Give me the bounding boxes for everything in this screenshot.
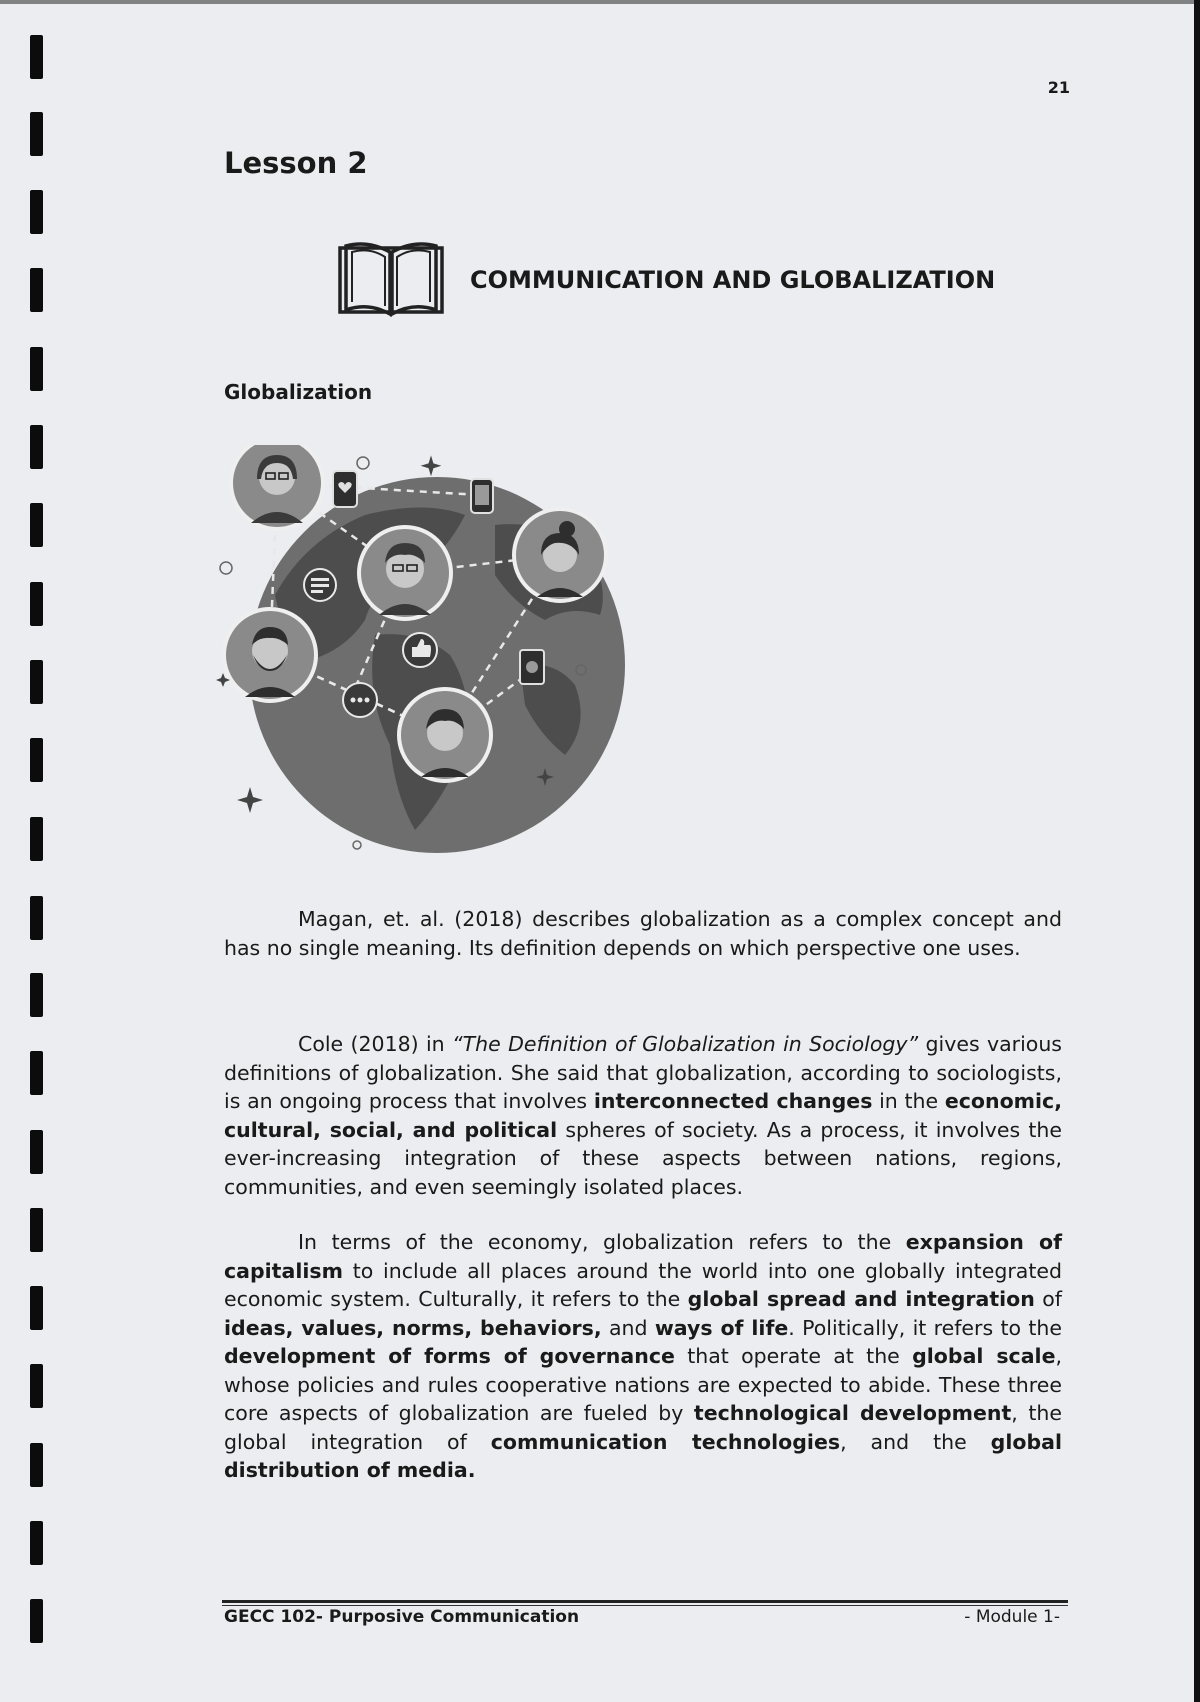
binding-ring bbox=[30, 347, 43, 391]
scan-right-edge bbox=[1194, 0, 1200, 1702]
footer-rule bbox=[222, 1600, 1068, 1603]
binding-ring bbox=[30, 1599, 43, 1643]
emphasis-text: global scale bbox=[912, 1344, 1056, 1368]
emphasis-text: global distribution of media. bbox=[224, 1429, 1062, 1482]
emphasis-text: expansion of capitalism bbox=[224, 1230, 1063, 1283]
paragraph-text: and bbox=[601, 1315, 655, 1340]
paragraph-text: , the global integration of bbox=[224, 1401, 1062, 1454]
scan-top-edge bbox=[0, 0, 1200, 4]
avatar-person-bottom bbox=[399, 689, 491, 781]
paragraph-text: in the bbox=[872, 1089, 945, 1113]
section-heading: Globalization bbox=[224, 380, 373, 404]
emphasis-text: technological development bbox=[693, 1401, 1012, 1425]
paragraph-text: Magan, et. al. (2018) describes globalization as a complex concept and has no single meaning. Its definition depends on which perspective one uses. bbox=[224, 907, 1062, 960]
emphasis-text: communication technologies bbox=[490, 1429, 841, 1454]
binding-ring bbox=[30, 660, 43, 704]
chapter-title: COMMUNICATION AND GLOBALIZATION bbox=[470, 266, 996, 294]
binding-ring bbox=[30, 1130, 43, 1174]
open-book-icon bbox=[338, 240, 444, 318]
footer-module: - Module 1- bbox=[964, 1607, 1060, 1627]
footer-course: GECC 102- Purposive Communication bbox=[224, 1607, 580, 1627]
globe-network-illustration bbox=[215, 445, 675, 865]
page-number: 21 bbox=[1047, 78, 1070, 97]
binding-ring bbox=[30, 973, 43, 1017]
body-paragraph-2 bbox=[224, 1030, 1062, 1201]
paragraph-text: . Politically, it refers to the bbox=[788, 1315, 1062, 1340]
thumbs-up-icon bbox=[403, 633, 437, 667]
lesson-title: Lesson 2 bbox=[224, 146, 368, 180]
body-paragraph-3 bbox=[224, 1228, 1062, 1485]
binding-ring bbox=[30, 738, 43, 782]
avatar-man-beard bbox=[224, 609, 316, 701]
binding-ring bbox=[30, 35, 43, 79]
emphasis-text: interconnected changes bbox=[593, 1089, 873, 1113]
binding-ring bbox=[30, 268, 43, 312]
binding-ring bbox=[30, 1521, 43, 1565]
paragraph-text: gives various definitions of globalization. She said that globalization, according to sociologists, is an ongoing process that involves bbox=[224, 1032, 1062, 1113]
avatar-man-glasses bbox=[359, 527, 451, 619]
footer-rule-thin bbox=[222, 1605, 1068, 1606]
paragraph-text: , and the bbox=[840, 1429, 991, 1454]
tablet-icon bbox=[520, 650, 544, 684]
avatar-woman-glasses bbox=[231, 445, 323, 529]
binding-ring bbox=[30, 190, 43, 234]
binding-ring bbox=[30, 1443, 43, 1487]
binding-ring bbox=[30, 1286, 43, 1330]
binding-ring bbox=[30, 896, 43, 940]
message-bubble-icon bbox=[304, 569, 336, 601]
body-paragraph-1 bbox=[224, 905, 1062, 962]
chat-ellipsis-icon bbox=[343, 683, 377, 717]
binding-ring bbox=[30, 817, 43, 861]
binding-ring bbox=[30, 425, 43, 469]
emphasis-text: development of forms of governance bbox=[224, 1344, 675, 1368]
emphasis-text: economic, cultural, social, and political bbox=[224, 1089, 1062, 1142]
binding-ring bbox=[30, 1051, 43, 1095]
emphasis-text: ways of life bbox=[654, 1315, 789, 1340]
italic-title-text: “The Definition of Globalization in Sociology” bbox=[452, 1032, 919, 1056]
emphasis-text: ideas, values, norms, behaviors, bbox=[224, 1315, 602, 1340]
binding-ring bbox=[30, 1208, 43, 1252]
paragraph-text: Cole (2018) in bbox=[298, 1032, 452, 1056]
binding-ring bbox=[30, 112, 43, 156]
binding-ring bbox=[30, 503, 43, 547]
paragraph-text: spheres of society. As a process, it involves the ever-increasing integration of these aspects between nations, regions, communities, and even seemingly isolated places. bbox=[224, 1117, 1063, 1199]
paragraph-text: In terms of the economy, globalization refers to the bbox=[298, 1230, 906, 1254]
paragraph-text: , whose policies and rules cooperative nations are expected to abide. These three core aspects of globalization are fueled by bbox=[224, 1344, 1063, 1425]
phone-heart-icon bbox=[333, 471, 357, 507]
binding-ring bbox=[30, 1364, 43, 1408]
paragraph-text: that operate at the bbox=[674, 1344, 913, 1368]
emphasis-text: global spread and integration bbox=[687, 1287, 1035, 1311]
phone-icon bbox=[471, 479, 493, 513]
avatar-woman-bun bbox=[514, 509, 606, 601]
paragraph-text: to include all places around the world into one globally integrated economic system. Culturally, it refers to the bbox=[224, 1258, 1062, 1311]
binding-ring bbox=[30, 582, 43, 626]
paragraph-text: of bbox=[1034, 1287, 1063, 1311]
